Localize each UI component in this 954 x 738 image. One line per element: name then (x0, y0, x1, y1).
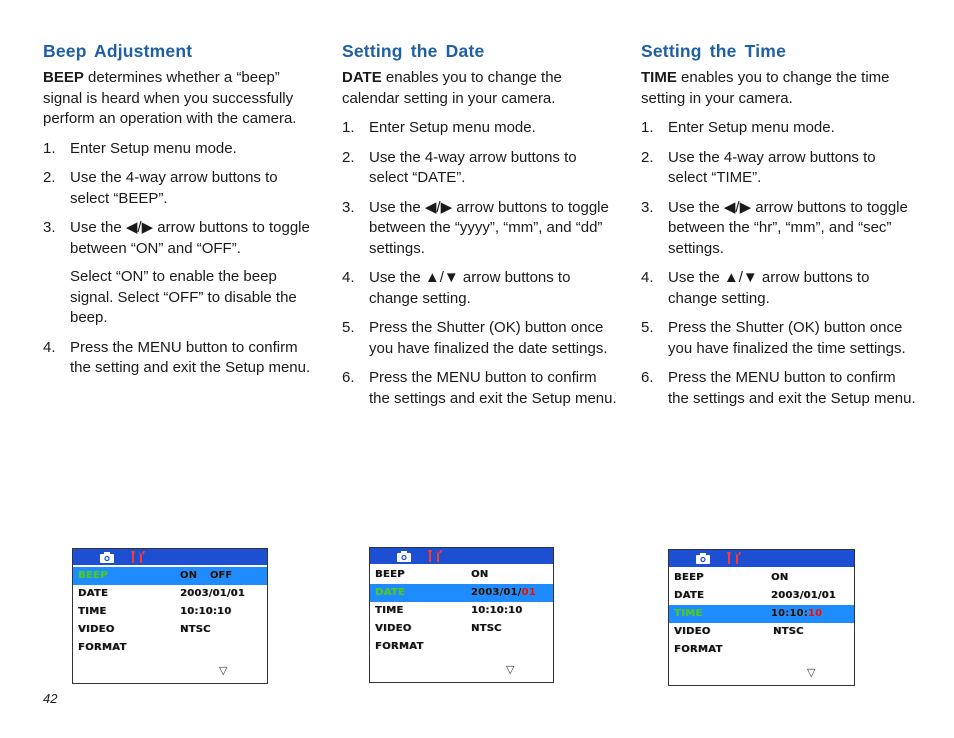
section-intro (43, 68, 318, 130)
intro-text: enables you to change the time setting in your camera. (641, 69, 890, 107)
lcd-row-date: DATE 2003/01/01 (674, 590, 836, 601)
step-item: 2. Use the 4-way arrow buttons to select “DATE”. (342, 148, 577, 186)
section-title: Beep Adjustment (43, 41, 193, 61)
camera-icon (397, 550, 411, 562)
scroll-down-indicator: ▽ (219, 664, 228, 677)
lcd-row-time: TIME 10:10:10 (375, 605, 523, 616)
step-item: 5. Press the Shutter (OK) button once you have finalized the time settings. (641, 319, 906, 357)
section-intro (342, 68, 617, 109)
beep-off-option: OFF (210, 570, 233, 581)
step-item: 2. Use the 4-way arrow buttons to select “TIME”. (641, 148, 876, 186)
intro-keyword: TIME (641, 69, 677, 86)
setup-tools-icon (129, 550, 147, 564)
step-item: 2. Use the 4-way arrow buttons to select “BEEP”. (43, 169, 278, 207)
intro-keyword: DATE (342, 69, 382, 86)
lcd-row-beep: BEEP ON (375, 569, 489, 580)
lcd-row-format: FORMAT (78, 642, 127, 653)
camera-icon (696, 552, 710, 564)
time-active-field: 10 (808, 608, 823, 619)
step-item: 3. Use the ◀/▶ arrow buttons to toggle between “ON” and “OFF”. Select “ON” to enable the beep signal. Select “OFF” to disable the beep. (43, 218, 318, 329)
step-item: 3. Use the ◀/▶ arrow buttons to toggle between the “yyyy”, “mm”, and “dd” settings. (342, 198, 609, 257)
section-setting-the-date (342, 40, 617, 418)
lcd-row-time: TIME 10:10:10 (669, 605, 854, 623)
lcd-screen-date (369, 547, 554, 683)
lcd-row-video: VIDEO NTSC (78, 624, 211, 635)
steps-list (43, 139, 318, 379)
scroll-down-indicator: ▽ (506, 663, 515, 676)
lcd-row-beep: BEEP ON OFF (73, 567, 267, 585)
section-beep-adjustment (43, 40, 318, 388)
step-item: 1. Enter Setup menu mode. (43, 139, 237, 157)
lcd-row-beep: BEEP ON (674, 572, 789, 583)
intro-keyword: BEEP (43, 69, 84, 86)
lcd-row-time: TIME 10:10:10 (78, 606, 232, 617)
step-item: 4. Use the ▲/▼ arrow buttons to change setting. (342, 269, 571, 307)
scroll-down-indicator: ▽ (807, 666, 816, 679)
step-item: 6. Press the MENU button to confirm the settings and exit the Setup menu. (641, 369, 916, 407)
lcd-row-video: VIDEO NTSC (375, 623, 502, 634)
camera-icon (100, 551, 114, 563)
section-intro (641, 68, 916, 109)
step-item: 1. Enter Setup menu mode. (342, 119, 536, 136)
lcd-screen-time (668, 549, 855, 686)
lcd-title-bar (669, 550, 854, 567)
step-item: 4. Press the MENU button to confirm the setting and exit the Setup menu. (43, 338, 311, 376)
page-number: 42 (43, 691, 58, 706)
step-item: 4. Use the ▲/▼ arrow buttons to change setting. (641, 269, 870, 307)
lcd-row-date: DATE 2003/01/01 (78, 588, 245, 599)
section-title: Setting the Date (342, 41, 485, 61)
lcd-row-format: FORMAT (674, 644, 723, 655)
step-item: 6. Press the MENU button to confirm the settings and exit the Setup menu. (342, 369, 617, 407)
lcd-row-format: FORMAT (375, 641, 424, 652)
setup-tools-icon (426, 549, 444, 563)
section-setting-the-time (641, 40, 916, 418)
intro-text: enables you to change the calendar setting in your camera. (342, 69, 562, 107)
beep-on-option: ON (180, 570, 198, 581)
lcd-row-video: VIDEO NTSC (674, 626, 804, 637)
setup-tools-icon (725, 551, 743, 565)
section-title: Setting the Time (641, 41, 787, 61)
steps-list (342, 118, 617, 409)
lcd-row-date: DATE 2003/01/01 (370, 584, 553, 602)
lcd-title-bar (73, 549, 267, 565)
steps-list (641, 118, 916, 409)
lcd-screen-beep (72, 548, 268, 684)
intro-text: determines whether a “beep” signal is heard when you successfully perform an operation with the camera. (43, 69, 297, 127)
date-active-field: 01 (521, 587, 536, 598)
step-note: Select “ON” to enable the beep signal. Select “OFF” to disable the beep. (70, 268, 297, 326)
step-item: 3. Use the ◀/▶ arrow buttons to toggle between the “hr”, “mm”, and “sec” settings. (641, 198, 908, 257)
step-item: 1. Enter Setup menu mode. (641, 119, 835, 136)
lcd-title-bar (370, 548, 553, 564)
step-item: 5. Press the Shutter (OK) button once you have finalized the date settings. (342, 319, 608, 357)
